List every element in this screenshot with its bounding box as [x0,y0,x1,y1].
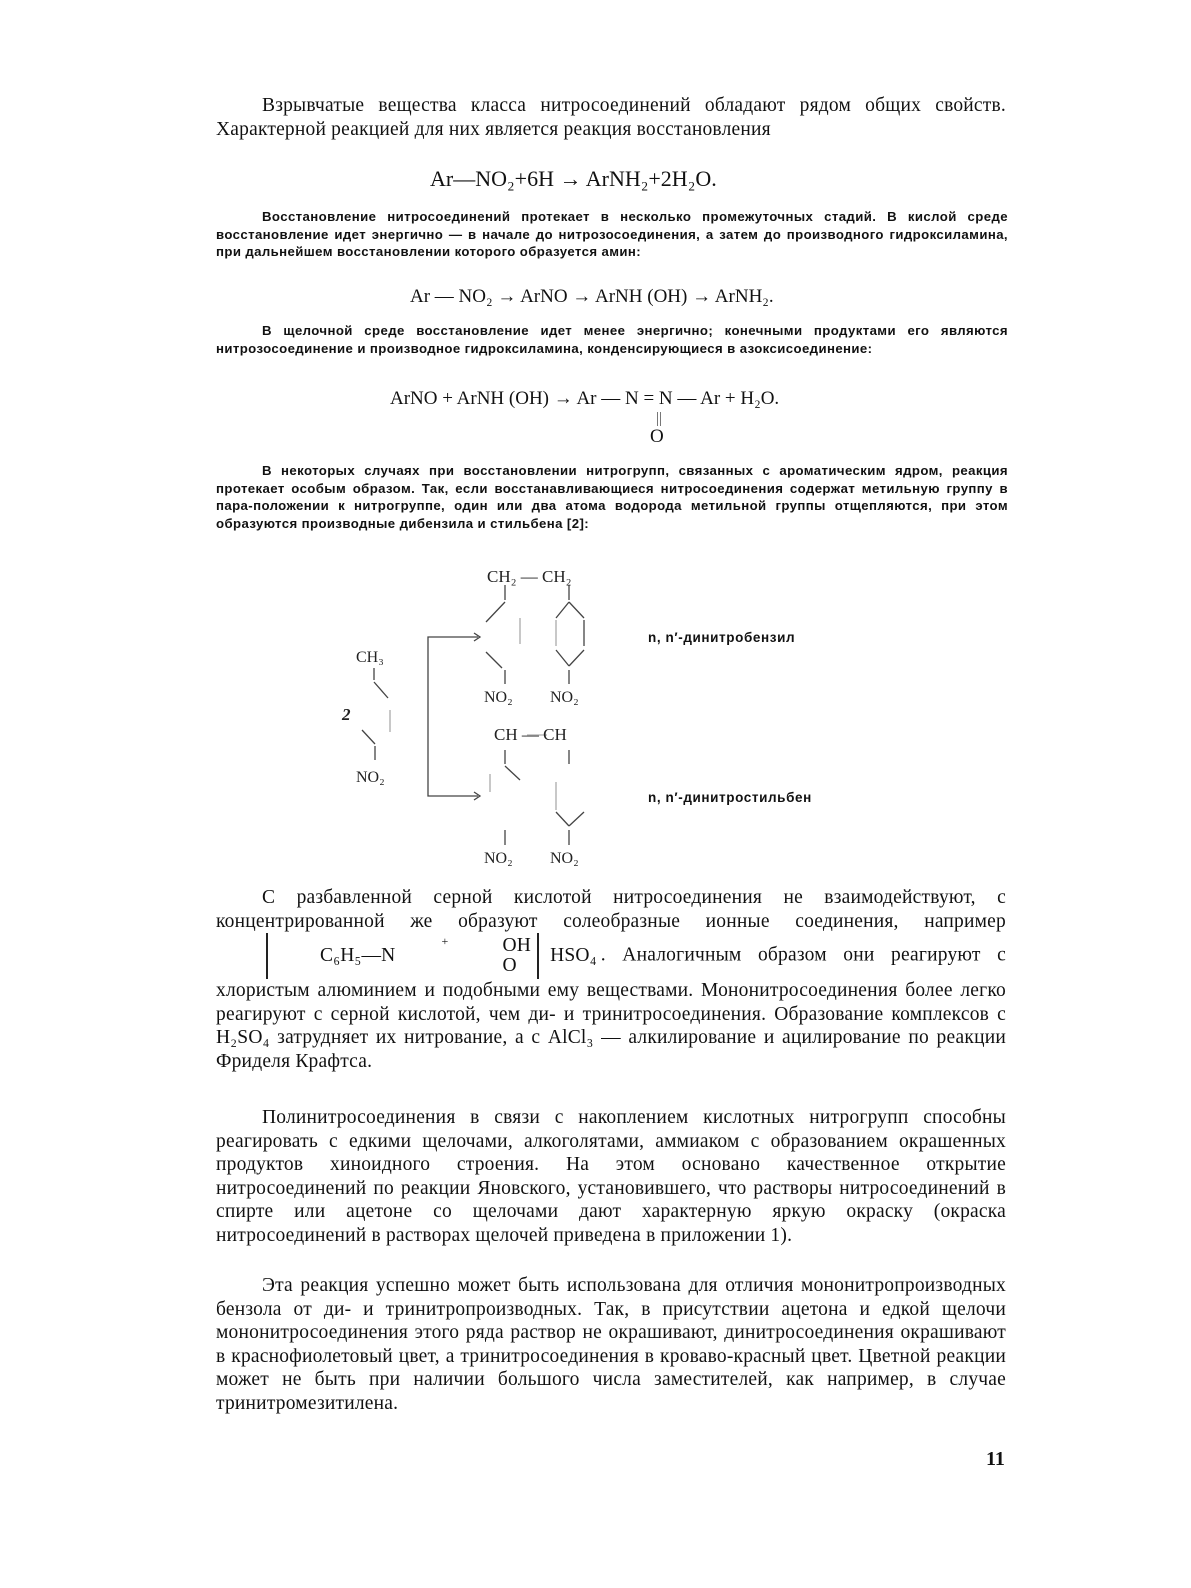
dinitrodibenzyl-label: n, n′-динитробензил [648,630,796,645]
reduction-equation: Ar—NO₂+6H → ArNH₂+2H₂O. [430,166,717,191]
salt-anion: HSO₄ [550,945,597,967]
reaction-use-paragraph: Эта реакция успешно может быть использована для отличия мононитропроизводных бензола от ди- и тринитропроизводных. Так, в присутствии ацетона и едкой щелочи мононитросоединения этого ряда раствор не окрашивают, динитросоединения окрашивают в краснофиолетовый цвет, а тринитросоединения в кроваво-красный цвет. Цветной реакции может не быть при наличии большого числа заместителей, как например, в случае тринитромезитилена. [216,1275,1006,1414]
scheme-coefficient: 2 [342,705,351,724]
salt-hydroxyl: OH [502,935,532,956]
sulfuric-acid-paragraph [216,886,1006,1073]
scheme-no2-dibenzyl-2: NO₂ [550,689,579,706]
salt-oxygen: O [502,955,517,976]
intro-paragraph: Взрывчатые вещества класса нитросоединений обладают рядом общих свойств. Характерной реакцией для них является реакция восстановления [216,95,1006,140]
salt-charge: + [441,934,449,949]
special-reduction-paragraph: В некоторых случаях при восстановлении нитрогрупп, связанных с ароматическим ядром, реакция протекает особым образом. Так, если восстанавливающиеся нитросоединения содержат метильную группу в пара-положении к нитрогруппе, один или два атома водорода метильной группы отщепляются, при этом образуются производные дибензила и стильбена [2]: [216,463,1008,531]
polynitro-paragraph: Полинитросоединения в связи с накоплением кислотных нитрогрупп способны реагировать с едкими щелочами, алкоголятами, аммиаком с образованием окрашенных продуктов хиноидного строения. На этом основано качественное открытие нитросоединений по реакции Яновского, установившего, что растворы нитросоединений в спирте или ацетоне со щелочами дают характерную яркую окраску (окраска нитросоединений в растворах щелочей приведена в приложении 1). [216,1107,1006,1246]
scheme-ch2ch2: CH₂ — CH₂ [487,567,572,586]
scheme-no2-stilbene-2: NO₂ [550,850,579,867]
acid-reduction-paragraph: Восстановление нитросоединений протекает в несколько промежуточных стадий. В кислой среде восстановление идет энергично — в начале до нитрозосоединения, а затем до производного гидроксиламина, при дальнейшем восстановлении которого образуется амин: [216,209,1008,259]
scheme-drawing [330,560,890,875]
salt-formula [220,933,597,979]
scheme-no2-dibenzyl-1: NO₂ [484,689,513,706]
azoxy-oxygen: O [650,426,664,447]
azoxy-equation: ArNO + ArNH (OH) → Ar — N = N — Ar + H₂O. [390,388,780,409]
sulfuric-acid-text-after: . Аналогичным образом они реагируют с хлористым алюминием и подобными ему веществами. Мононитросоединения более легко реагируют с серной кислотой, чем ди- и тринитросоединения. Образование комплексов с H₂SO₄ затрудняет их нитрование, а с AlCl₃ — алкилирование и ацилирование по реакции Фриделя Крафтса. [216,944,1006,1072]
dinitrostilbene-label: n, n′-динитростильбен [648,790,812,805]
acid-reduction-equation: Ar — NO₂ → ArNO → ArNH (OH) → ArNH₂. [410,286,774,307]
page-number: 11 [986,1448,1005,1470]
salt-cation-left: C₆H₅—N [320,945,396,967]
scheme-no2-stilbene-1: NO₂ [484,850,513,867]
scheme-ch3: CH₃ [356,649,384,666]
azoxy-double-bond [657,412,661,426]
scheme-no2-left: NO₂ [356,769,385,786]
scheme-chch: CH — CH [494,725,567,744]
alkaline-reduction-paragraph: В щелочной среде восстановление идет менее энергично; конечными продуктами его являются нитрозосоединение и производное гидроксиламина, конденсирующиеся в азоксисоединение: [216,323,1008,356]
reaction-scheme [330,560,890,875]
sulfuric-acid-text-before: С разбавленной серной кислотой нитросоединения не взаимодействуют, с концентрированной же образуют солеобразные ионные соединения, например [216,887,1006,932]
